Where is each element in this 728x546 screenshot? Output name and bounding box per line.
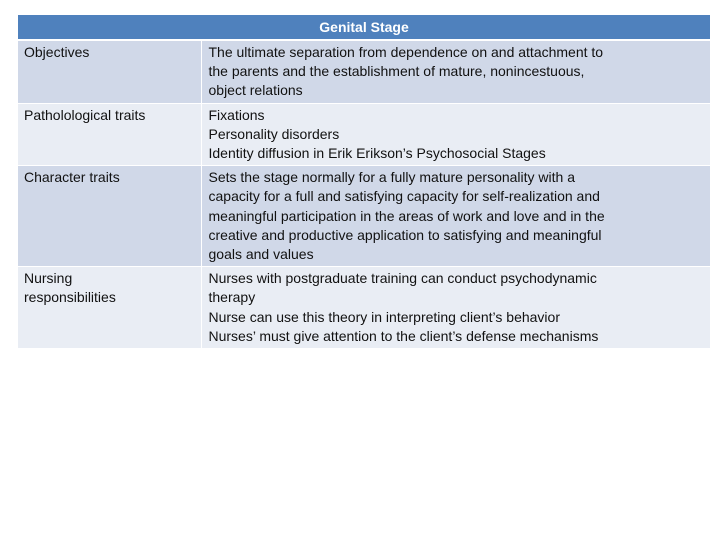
content-line: meaningful participation in the areas of work and love and in the bbox=[208, 207, 605, 224]
content-line: Nurses with postgraduate training can conduct psychodynamic bbox=[208, 270, 597, 287]
label-line: responsibilities bbox=[24, 289, 116, 306]
row-content-character-traits bbox=[201, 166, 710, 267]
content-line: Nurse can use this theory in interpreting client’s behavior bbox=[208, 308, 560, 325]
row-content-nursing-responsibilities bbox=[201, 267, 710, 349]
content-line: object relations bbox=[208, 82, 303, 99]
genital-stage-table bbox=[18, 15, 710, 349]
table-title: Genital Stage bbox=[18, 15, 710, 40]
content-line: The ultimate separation from dependence on and attachment to bbox=[208, 44, 604, 60]
content-line: Nurses’ must give attention to the client’s defense mechanisms bbox=[208, 327, 599, 344]
content-line: the parents and the establishment of mature, nonincestuous, bbox=[208, 63, 585, 80]
table-row-nursing-responsibilities bbox=[18, 267, 710, 349]
row-content-objectives bbox=[201, 40, 710, 103]
content-line: Identity diffusion in Erik Erikson’s Psychosocial Stages bbox=[208, 145, 546, 162]
row-label-nursing-responsibilities bbox=[18, 267, 201, 349]
content-line: capacity for a full and satisfying capacity for self-realization and bbox=[208, 188, 600, 205]
label-line: Nursing bbox=[24, 270, 73, 287]
content-line: Fixations bbox=[208, 106, 265, 123]
row-label-character-traits: Character traits bbox=[18, 166, 201, 267]
row-label-objectives: Objectives bbox=[18, 40, 201, 103]
content-line: Personality disorders bbox=[208, 125, 340, 142]
row-content-pathological-traits bbox=[201, 103, 710, 166]
content-line: Sets the stage normally for a fully mature personality with a bbox=[208, 169, 576, 186]
content-line: creative and productive application to satisfying and meaningful bbox=[208, 226, 602, 243]
content-line: therapy bbox=[208, 289, 256, 306]
table-row-pathological-traits bbox=[18, 103, 710, 166]
row-label-pathological-traits: Patholological traits bbox=[18, 103, 201, 166]
table-row-character-traits bbox=[18, 166, 710, 267]
table-header-row bbox=[18, 15, 710, 40]
content-line: goals and values bbox=[208, 246, 314, 263]
table-row-objectives bbox=[18, 40, 710, 103]
genital-stage-table-container bbox=[18, 15, 710, 349]
